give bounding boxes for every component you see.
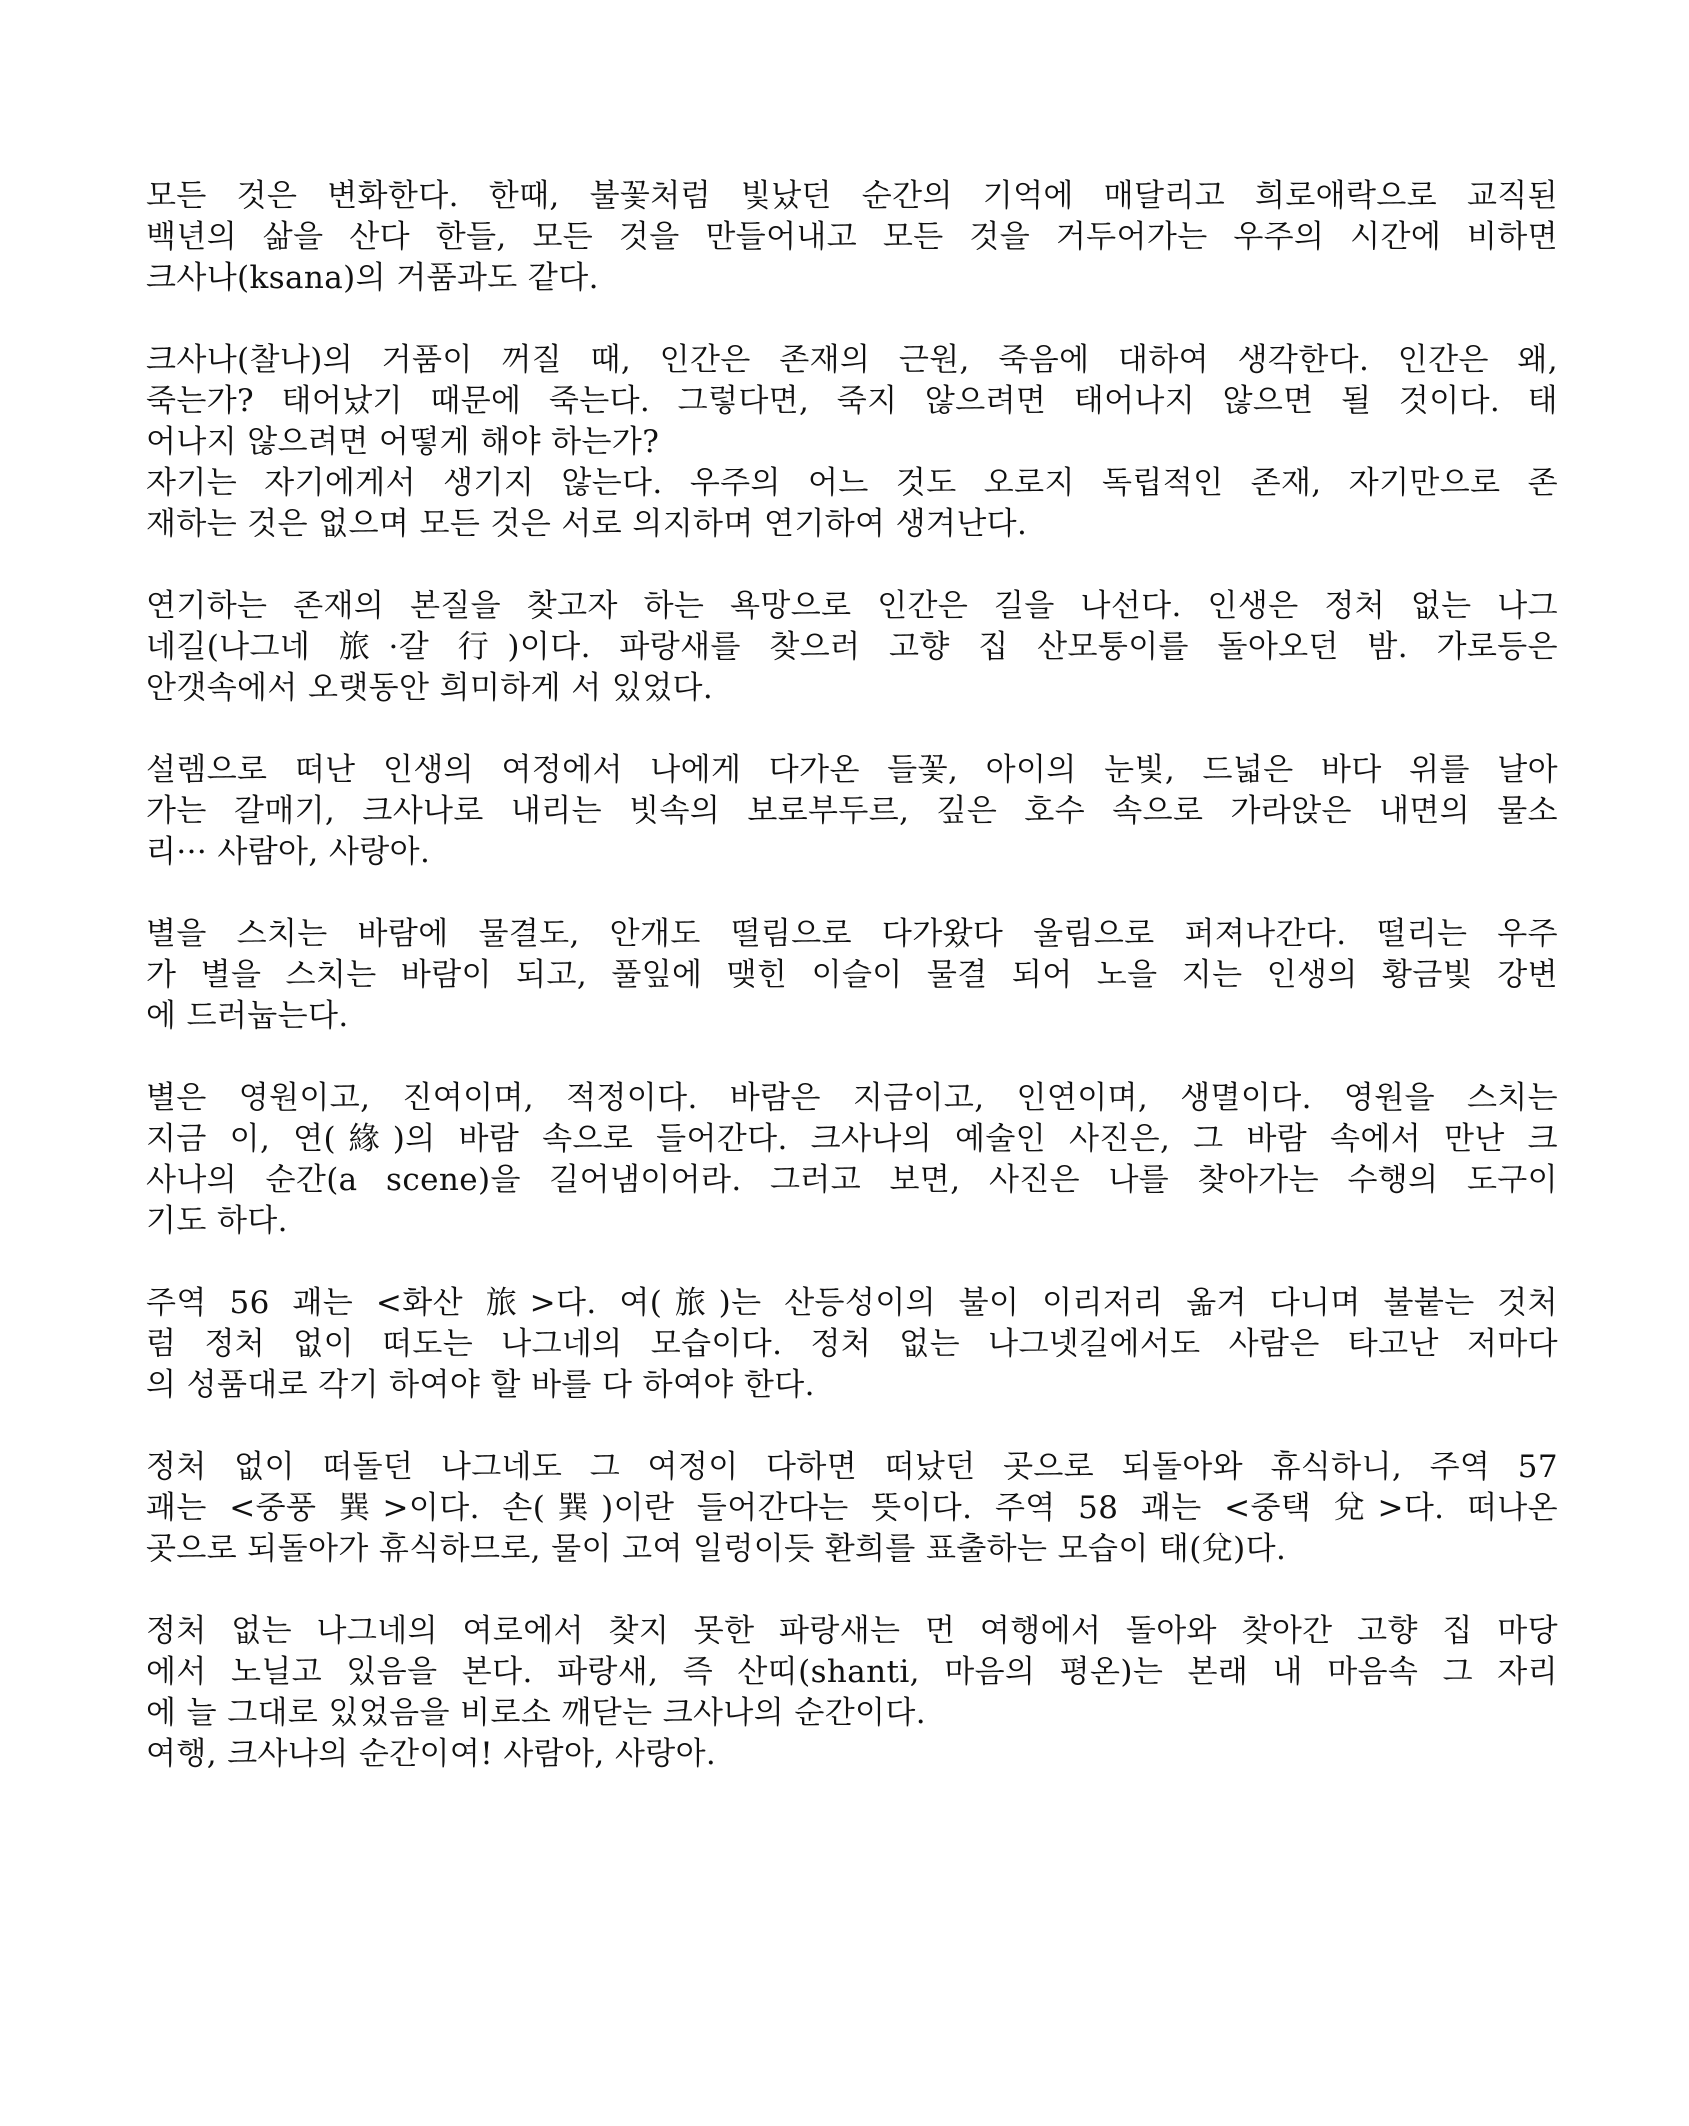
- paragraph-4: [146, 750, 1558, 873]
- text-line: 괘는 <중풍 巽>이다. 손(巽)이란 들어간다는 뜻이다. 주역 58 괘는 <중택 兌>다. 떠나온: [146, 1490, 1558, 1526]
- text-line: 가는 갈매기, 크사나로 내리는 빗속의 보로부두르, 깊은 호수 속으로 가라앉은 내면의 물소: [146, 793, 1558, 829]
- text-line: 에서 노닐고 있음을 본다. 파랑새, 즉 산띠(shanti, 마음의 평온)는 본래 내 마음속 그 자리: [146, 1654, 1558, 1690]
- text-line: 크사나(찰나)의 거품이 꺼질 때, 인간은 존재의 근원, 죽음에 대하여 생각한다. 인간은 왜,: [146, 342, 1558, 378]
- paragraph-3: [146, 586, 1558, 709]
- text-line: 사나의 순간(a scene)을 길어냄이어라. 그러고 보면, 사진은 나를 찾아가는 수행의 도구이: [146, 1162, 1558, 1198]
- paragraph-7: [146, 1283, 1558, 1406]
- paragraph-9: [146, 1611, 1558, 1775]
- text-line: 주역 56 괘는 <화산 旅>다. 여(旅)는 산등성이의 불이 이리저리 옮겨 다니며 불붙는 것처: [146, 1285, 1558, 1321]
- text-line: 백년의 삶을 산다 한들, 모든 것을 만들어내고 모든 것을 거두어가는 우주의 시간에 비하면: [146, 219, 1558, 255]
- paragraph-6: [146, 1078, 1558, 1242]
- text-line: 리··· 사람아, 사랑아.: [146, 834, 431, 870]
- text-line: 자기는 자기에게서 생기지 않는다. 우주의 어느 것도 오로지 독립적인 존재, 자기만으로 존: [146, 465, 1558, 501]
- essay-text: [146, 176, 1558, 1816]
- text-line: 크사나(ksana)의 거품과도 같다.: [146, 260, 599, 296]
- text-line: 어나지 않으려면 어떻게 해야 하는가?: [146, 424, 660, 460]
- text-line: 곳으로 되돌아가 휴식하므로, 물이 고여 일렁이듯 환희를 표출하는 모습이 태(兌)다.: [146, 1531, 1287, 1567]
- text-line: 안갯속에서 오랫동안 희미하게 서 있었다.: [146, 670, 714, 706]
- text-line: 연기하는 존재의 본질을 찾고자 하는 욕망으로 인간은 길을 나선다. 인생은 정처 없는 나그: [146, 588, 1558, 624]
- text-line: 정처 없이 떠돌던 나그네도 그 여정이 다하면 떠났던 곳으로 되돌아와 휴식하니, 주역 57: [146, 1449, 1558, 1485]
- text-line: 죽는가? 태어났기 때문에 죽는다. 그렇다면, 죽지 않으려면 태어나지 않으면 될 것이다. 태: [146, 383, 1558, 419]
- text-line: 에 늘 그대로 있었음을 비로소 깨닫는 크사나의 순간이다.: [146, 1695, 926, 1731]
- text-line: 기도 하다.: [146, 1203, 288, 1239]
- paragraph-1: [146, 176, 1558, 299]
- text-line: 설렘으로 떠난 인생의 여정에서 나에게 다가온 들꽃, 아이의 눈빛, 드넓은 바다 위를 날아: [146, 752, 1558, 788]
- text-line: 의 성품대로 각기 하여야 할 바를 다 하여야 한다.: [146, 1367, 815, 1403]
- text-line: 럼 정처 없이 떠도는 나그네의 모습이다. 정처 없는 나그넷길에서도 사람은 타고난 저마다: [146, 1326, 1558, 1362]
- text-line: 지금 이, 연(緣)의 바람 속으로 들어간다. 크사나의 예술인 사진은, 그 바람 속에서 만난 크: [146, 1121, 1558, 1157]
- paragraph-8: [146, 1447, 1558, 1570]
- text-line: 에 드러눕는다.: [146, 998, 349, 1034]
- text-line: 재하는 것은 없으며 모든 것은 서로 의지하며 연기하여 생겨난다.: [146, 506, 1028, 542]
- paragraph-5: [146, 914, 1558, 1037]
- text-line: 별은 영원이고, 진여이며, 적정이다. 바람은 지금이고, 인연이며, 생멸이다. 영원을 스치는: [146, 1080, 1558, 1116]
- text-line: 여행, 크사나의 순간이여! 사람아, 사랑아.: [146, 1736, 717, 1772]
- paragraph-2: [146, 340, 1558, 545]
- text-line: 별을 스치는 바람에 물결도, 안개도 떨림으로 다가왔다 울림으로 퍼져나간다. 떨리는 우주: [146, 916, 1558, 952]
- text-line: 네길(나그네 旅·갈 行)이다. 파랑새를 찾으러 고향 집 산모퉁이를 돌아오던 밤. 가로등은: [146, 629, 1558, 665]
- text-line: 정처 없는 나그네의 여로에서 찾지 못한 파랑새는 먼 여행에서 돌아와 찾아간 고향 집 마당: [146, 1613, 1558, 1649]
- text-line: 가 별을 스치는 바람이 되고, 풀잎에 맺힌 이슬이 물결 되어 노을 지는 인생의 황금빛 강변: [146, 957, 1558, 993]
- text-line: 모든 것은 변화한다. 한때, 불꽃처럼 빛났던 순간의 기억에 매달리고 희로애락으로 교직된: [146, 178, 1558, 214]
